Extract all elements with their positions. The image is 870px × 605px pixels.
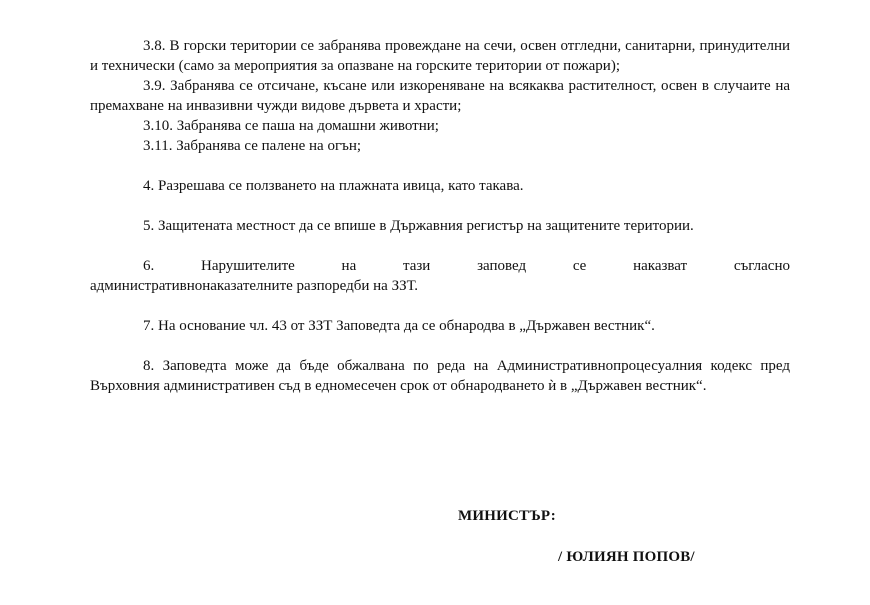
signature-name: / ЮЛИЯН ПОПОВ/ <box>558 549 695 565</box>
paragraph-8: 8. Заповедта може да бъде обжалвана по реда на Административнопроцесуалния кодекс пред Върховния административен съд в едномесечен срок от обнародването ѝ в „Държавен вестник“. <box>90 358 790 394</box>
paragraph-3-8: 3.8. В горски територии се забранява провеждане на сечи, освен отгледни, санитарни, принудителни и технически (само за мероприятия за опазване на горските територии от пожари); <box>90 38 790 74</box>
paragraph-3-9: 3.9. Забранява се отсичане, късане или изкореняване на всякаква растителност, освен в случаите на премахване на инвазивни чужди видове дървета и храсти; <box>90 78 790 114</box>
signature-title: МИНИСТЪР: <box>458 508 556 524</box>
paragraph-4: 4. Разрешава се ползването на плажната ивица, като такава. <box>143 178 524 194</box>
document-body <box>90 36 790 396</box>
paragraph-5: 5. Защитената местност да се впише в Държавния регистър на защитените територии. <box>143 218 694 234</box>
paragraph-3-10: 3.10. Забранява се паша на домашни животни; <box>143 118 439 134</box>
paragraph-6-line-1: 6. Нарушителите на тази заповед се наказват съгласно <box>143 258 790 274</box>
paragraph-7: 7. На основание чл. 43 от ЗЗТ Заповедта да се обнародва в „Държавен вестник“. <box>143 318 655 334</box>
paragraph-3-11: 3.11. Забранява се палене на огън; <box>143 138 362 154</box>
paragraph-6-line-2: административнонаказателните разпоредби на ЗЗТ. <box>90 278 419 294</box>
